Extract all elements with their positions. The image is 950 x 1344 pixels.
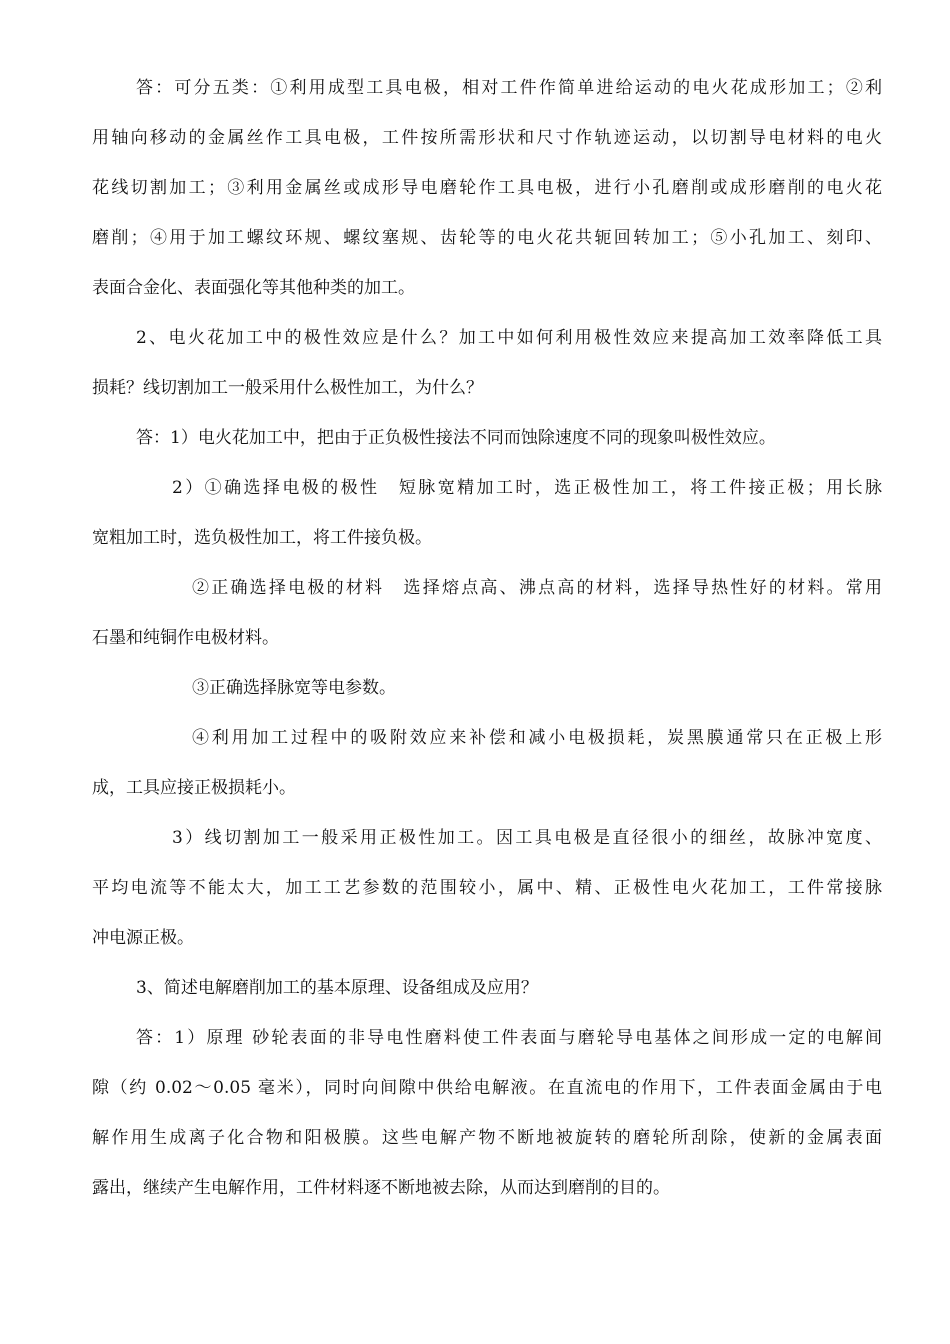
answer-3-line-1: 答：1）原理 砂轮表面的非导电性磨料使工件表面与磨轮导电基体之间形成一定的电解间 — [136, 1028, 882, 1048]
answer-2-item-4-line-2: 成，工具应接正极损耗小。 — [92, 778, 296, 798]
answer-1-line-2: 用轴向移动的金属丝作工具电极，工件按所需形状和尺寸作轨迹运动，以切割导电材料的电火 — [92, 128, 882, 148]
question-2-line-1: 2、电火花加工中的极性效应是什么？加工中如何利用极性效应来提高加工效率降低工具 — [136, 328, 882, 348]
answer-2-part-2-line-1: 2）①确选择电极的极性 短脉宽精加工时，选正极性加工，将工件接正极；用长脉 — [172, 478, 882, 498]
answer-1-line-3: 花线切割加工；③利用金属丝或成形导电磨轮作工具电极，进行小孔磨削或成形磨削的电火花 — [92, 178, 882, 198]
question-2-line-2: 损耗？线切割加工一般采用什么极性加工，为什么？ — [92, 378, 483, 398]
answer-3-line-3: 解作用生成离子化合物和阳极膜。这些电解产物不断地被旋转的磨轮所刮除，使新的金属表面 — [92, 1128, 882, 1148]
answer-2-item-4-line-1: ④利用加工过程中的吸附效应来补偿和减小电极损耗，炭黑膜通常只在正极上形 — [192, 728, 882, 748]
question-3: 3、简述电解磨削加工的基本原理、设备组成及应用？ — [136, 978, 538, 998]
answer-2-part-1: 答：1）电火花加工中，把由于正负极性接法不同而蚀除速度不同的现象叫极性效应。 — [136, 428, 776, 448]
answer-1-line-1: 答：可分五类：①利用成型工具电极，相对工件作简单进给运动的电火花成形加工；②利 — [136, 78, 882, 98]
answer-2-item-3: ③正确选择脉宽等电参数。 — [192, 678, 396, 698]
answer-3-line-4: 露出，继续产生电解作用，工件材料逐不断地被去除，从而达到磨削的目的。 — [92, 1178, 670, 1198]
answer-1-line-4: 磨削；④用于加工螺纹环规、螺纹塞规、齿轮等的电火花共轭回转加工；⑤小孔加工、刻印、 — [92, 228, 882, 248]
answer-2-item-2-line-1: ②正确选择电极的材料 选择熔点高、沸点高的材料，选择导热性好的材料。常用 — [192, 578, 882, 598]
answer-2-part-3-line-1: 3）线切割加工一般采用正极性加工。因工具电极是直径很小的细丝，故脉冲宽度、 — [172, 828, 882, 848]
answer-2-part-3-line-2: 平均电流等不能太大，加工工艺参数的范围较小，属中、精、正极性电火花加工，工件常接脉 — [92, 878, 882, 898]
answer-2-part-3-line-3: 冲电源正极。 — [92, 928, 194, 948]
answer-1-line-5: 表面合金化、表面强化等其他种类的加工。 — [92, 278, 415, 298]
document-page — [92, 70, 882, 1220]
answer-2-part-2-line-2: 宽粗加工时，选负极性加工，将工件接负极。 — [92, 528, 432, 548]
answer-3-line-2: 隙（约 0.02～0.05 毫米），同时向间隙中供给电解液。在直流电的作用下，工件表面金属由于电 — [92, 1078, 882, 1098]
answer-2-item-2-line-2: 石墨和纯铜作电极材料。 — [92, 628, 279, 648]
